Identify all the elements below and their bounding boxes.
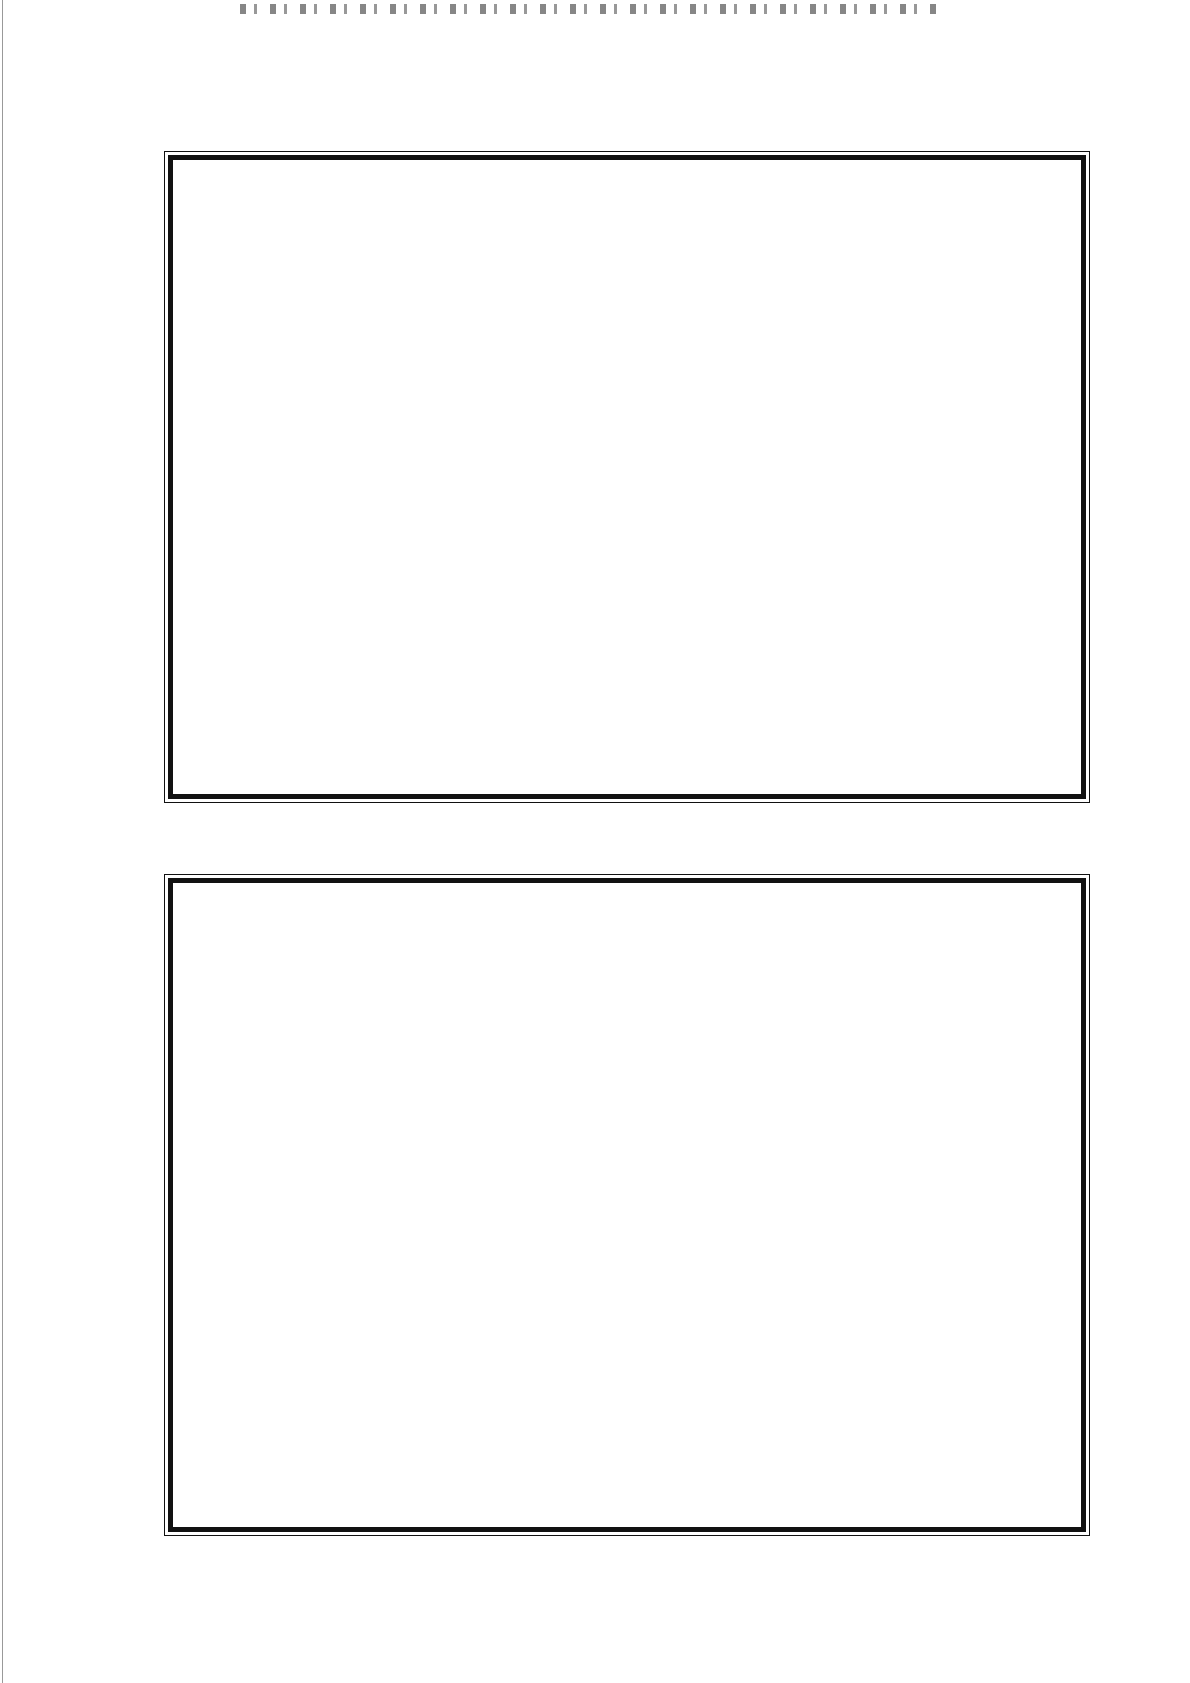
genealogy-page-bottom: [168, 878, 1086, 1532]
scan-edge-line: [2, 0, 3, 1683]
genealogy-page-top: [168, 155, 1086, 799]
scan-artifact: [240, 4, 940, 14]
